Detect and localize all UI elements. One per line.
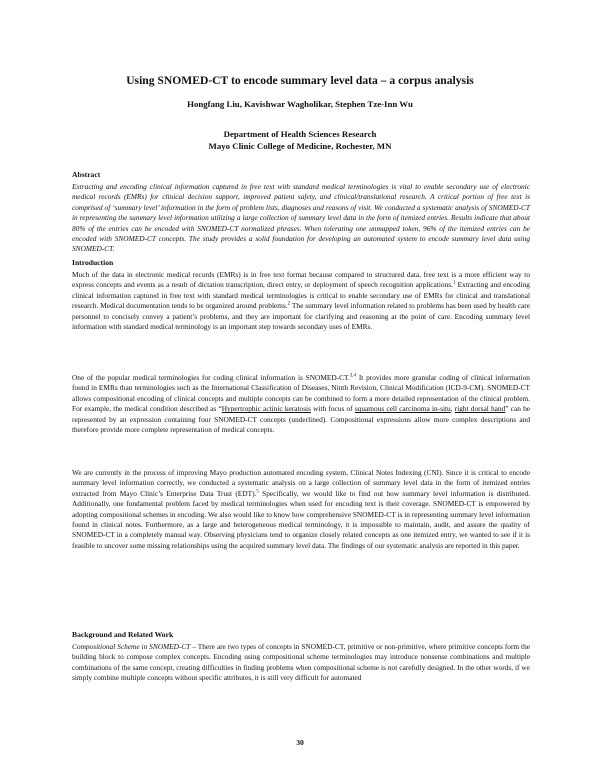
affiliation-department: Department of Health Sciences Research xyxy=(223,129,377,139)
intro-p1-text-b: Extracting and encoding clinical information captured in free text with standard medical terminologies is critical to enable secondary use of EMRs for clinical and translational research. Medical documentation tends to be organized around problems. xyxy=(72,280,530,311)
intro-p3-text-a: We are currently in the process of improving Mayo production automated encoding system, Clinical Notes Indexing (CNI). Since it is critical to encode summary level information correctly, we conducted a systematic analysis on a large collection of summary level data in the form of itemized entries extracted from Mayo Clinic’s Enterprise Data Trust (EDT). xyxy=(72,468,530,498)
paper-title: Using SNOMED-CT to encode summary level data – a corpus analysis xyxy=(126,74,474,87)
intro-p2-text-c: with focus of xyxy=(310,404,355,414)
underlined-concept-1: Hypertrophic actinic keratosis xyxy=(221,404,311,414)
affiliation-institution: Mayo Clinic College of Medicine, Rochester, MN xyxy=(208,141,392,151)
intro-paragraph-1 xyxy=(72,270,530,332)
underlined-concept-2: squamous cell carcinoma in-situ xyxy=(354,404,451,414)
abstract-text: Extracting and encoding clinical information captured in free text with standard medical terminologies is vital to enable secondary use of electronic medical records (EMRs) for clinical decision support, improved patient safety, and clinical/translational research. A critical portion of free text is comprised of ‘summary level’ information in the form of problem lists, diagnoses and reasons of visit. We conducted a systematic analysis of SNOMED-CT in representing the summary level information utilizing a large collection of summary level data in the form of itemized entries. Results indicate that about 80% of the entries can be encoded with SNOMED-CT normalized phrases. When tolerating one unmapped token, 96% of the itemized entries can be encoded with SNOMED-CT concepts. The study provides a solid foundation for developing an automated system to encode summary level data using SNOMED-CT. xyxy=(72,182,530,254)
intro-p1-text-c: The summary level information related to problems has been used by health care personnel to concisely convey a patient’s problems, and they are important for clarifying and reasoning at the point of care. Encoding summary level information with standard medical terminology is an important step towards secondary uses of EMRs. xyxy=(72,301,530,332)
intro-p2-text-b: It provides more granular coding of clinical information found in EMRs than terminologies such as the International Classification of Diseases, Ninth Revision, Clinical Modification (ICD-9-CM). SNOMED-CT allows compositional encoding of clinical concepts and multiple concepts can be combined to form a more detailed representation of the clinical problem. For example, the medical condition described as “ xyxy=(72,373,530,414)
intro-p2-text-e: ” can be represented by an expression containing four SNOMED-CT concepts (underlined). Compositional expressions allow more complex descriptions and therefore provide more complete representation of medical concepts. xyxy=(72,404,530,435)
intro-p1-text-a: Much of the data in electronic medical records (EMRs) is in free text format because compared to structured data, free text is a more efficient way to express concepts and events as a result of dictation transcription, direct entry, or deployment of speech recognition applications. xyxy=(72,270,530,290)
intro-p3-text-b: Specifically, we would like to find out how summary level information is distributed. Additionally, one fundamental problem faced by medical terminologies when used for encoding text is their coverage. SNOMED-CT is empowered by adopting compositional schemes in encoding. We also would like to know how comprehensive SNOMED-CT is in representing summary level information found in clinical notes. Furthermore, as a large and heterogeneous medical terminology, it is impossible to maintain, audit, and assure the quality of SNOMED-CT in a completely manual way. Observing physicians tend to organize closely related concepts as one itemized entry, we wanted to see if it is feasible to uncover some missing relationships using the acquired summary level data. The findings of our systematic analysis are reported in this paper. xyxy=(72,488,530,550)
author-list: Hongfang Liu, Kavishwar Wagholikar, Stephen Tze-Inn Wu xyxy=(187,99,413,109)
citation-5: 5 xyxy=(256,489,259,495)
intro-paragraph-3 xyxy=(72,468,530,551)
intro-p2-text-d: , xyxy=(450,404,455,414)
abstract-heading: Abstract xyxy=(72,170,101,179)
intro-p2-text-a: One of the popular medical terminologies for coding clinical information is SNOMED-CT. xyxy=(72,373,350,382)
background-p1-text: – There are two types of concepts in SNOMED-CT, primitive or non-primitive, where primitive concepts form the building block to compose complex concepts. Encoding using compositional scheme terminologies may introduce nonsense combinations and multiple combinations of the same concept, creating difficulties in finding problems when compositional scheme is not carefully designed. In the other words, if we simply combine multiple concepts without specific attributes, it is still very difficult for automated xyxy=(72,642,530,683)
background-lead-phrase: Compositional Scheme in SNOMED-CT xyxy=(72,642,191,651)
citation-3-4: 3,4 xyxy=(349,373,357,379)
citation-1: 1 xyxy=(452,280,456,286)
introduction-heading: Introduction xyxy=(72,258,114,267)
background-heading: Background and Related Work xyxy=(72,630,174,639)
page-number: 30 xyxy=(296,738,304,747)
background-paragraph-1 xyxy=(72,642,530,684)
intro-paragraph-2 xyxy=(72,373,530,435)
citation-2: 2 xyxy=(287,301,291,307)
underlined-concept-3: right dorsal hand xyxy=(454,404,506,414)
